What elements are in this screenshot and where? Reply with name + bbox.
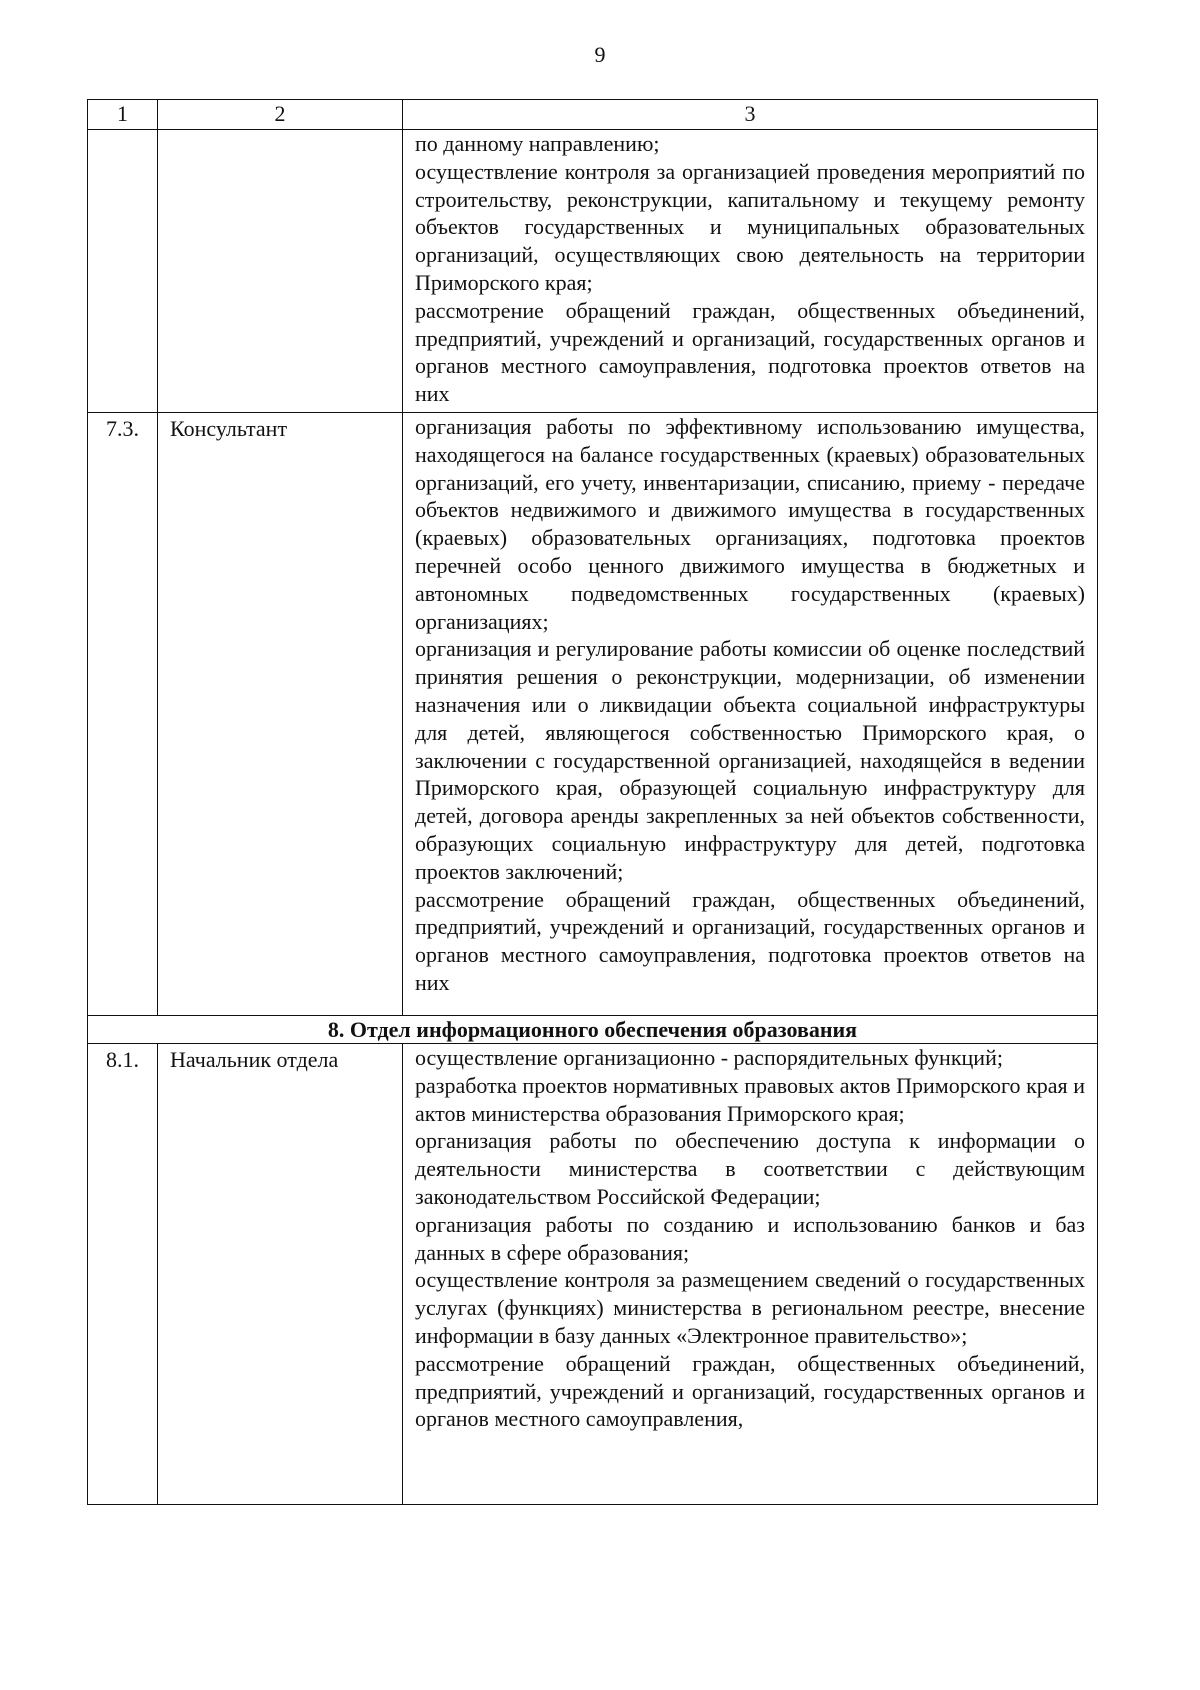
duty-item: организация работы по обеспечению доступа к информации о деятельности министерства в соответствии с действующим законодательством Российской Федерации;: [415, 1128, 1085, 1209]
section-heading-row: [88, 1016, 1098, 1044]
table-row-8-1: [88, 1044, 1098, 1505]
header-col-3: 3: [403, 100, 1098, 130]
duty-item: организация работы по эффективному использованию имущества, находящегося на балансе государственных (краевых) образовательных организаций, его учету, инвентаризации, списанию, приему - передаче объектов недвижимого и движимого имущества в государственных (краевых) образовательных организациях, подготовка проектов перечней особо ценного движимого имущества в бюджетных и автономных подведомственных государственных (краевых) организациях;: [415, 414, 1085, 634]
table-row-continuation: [88, 130, 1098, 413]
section-title: 8. Отдел информационного обеспечения образования: [88, 1016, 1098, 1044]
header-col-1: 1: [88, 100, 158, 130]
duty-item: организация работы по созданию и использованию банков и баз данных в сфере образования;: [415, 1211, 1085, 1265]
duties-cell: [403, 413, 1098, 1016]
header-col-2: 2: [158, 100, 403, 130]
duties-table: [87, 99, 1098, 1505]
duties-cell: [403, 1044, 1098, 1505]
row-number-cell: [88, 130, 158, 413]
duties-cell: [403, 130, 1098, 413]
duty-item: рассмотрение обращений граждан, общественных объединений, предприятий, учреждений и организаций, государственных органов и органов местного самоуправления, подготовка проектов ответов на них: [415, 886, 1085, 995]
duty-item: осуществление контроля за организацией проведения мероприятий по строительству, реконструкции, капитальному и текущему ремонту объектов государственных и муниципальных образовательных организаций, осуществляющих свою деятельность на территории Приморского края;: [415, 158, 1085, 295]
row-number: 8.1.: [88, 1044, 158, 1505]
duty-item: организация и регулирование работы комиссии об оценке последствий принятия решения о реконструкции, модернизации, об изменении назначения или о ликвидации объекта социальной инфраструктуры для детей, являющегося собственностью Приморского края, о заключении с государственной организацией, находящейся в ведении Приморского края, образующей социальную инфраструктуру для детей, договора аренды закрепленных за ней объектов собственности, образующих социальную инфраструктуру для детей, подготовка проектов заключений;: [415, 636, 1085, 884]
duty-item: рассмотрение обращений граждан, общественных объединений, предприятий, учреждений и организаций, государственных органов и органов местного самоуправления, подготовка проектов ответов на них: [415, 297, 1085, 407]
position-title: Консультант: [158, 413, 403, 1016]
duty-item: разработка проектов нормативных правовых актов Приморского края и актов министерства образования Приморского края;: [415, 1072, 1085, 1126]
table-header-row: [88, 100, 1098, 130]
duty-item: осуществление контроля за размещением сведений о государственных услугах (функциях) министерства в региональном реестре, внесение информации в базу данных «Электронное правительство»;: [415, 1267, 1085, 1348]
position-cell: [158, 130, 403, 413]
page-number: 9: [594, 42, 606, 67]
position-title: Начальник отдела: [158, 1044, 403, 1505]
row-number: 7.3.: [88, 413, 158, 1016]
duty-item: по данному направлению;: [415, 131, 660, 156]
duty-item: рассмотрение обращений граждан, общественных объединений, предприятий, учреждений и организаций, государственных органов и органов местного самоуправления,: [415, 1350, 1085, 1432]
duty-item: осуществление организационно - распорядительных функций;: [415, 1045, 1003, 1070]
table-row-7-3: [88, 413, 1098, 1016]
